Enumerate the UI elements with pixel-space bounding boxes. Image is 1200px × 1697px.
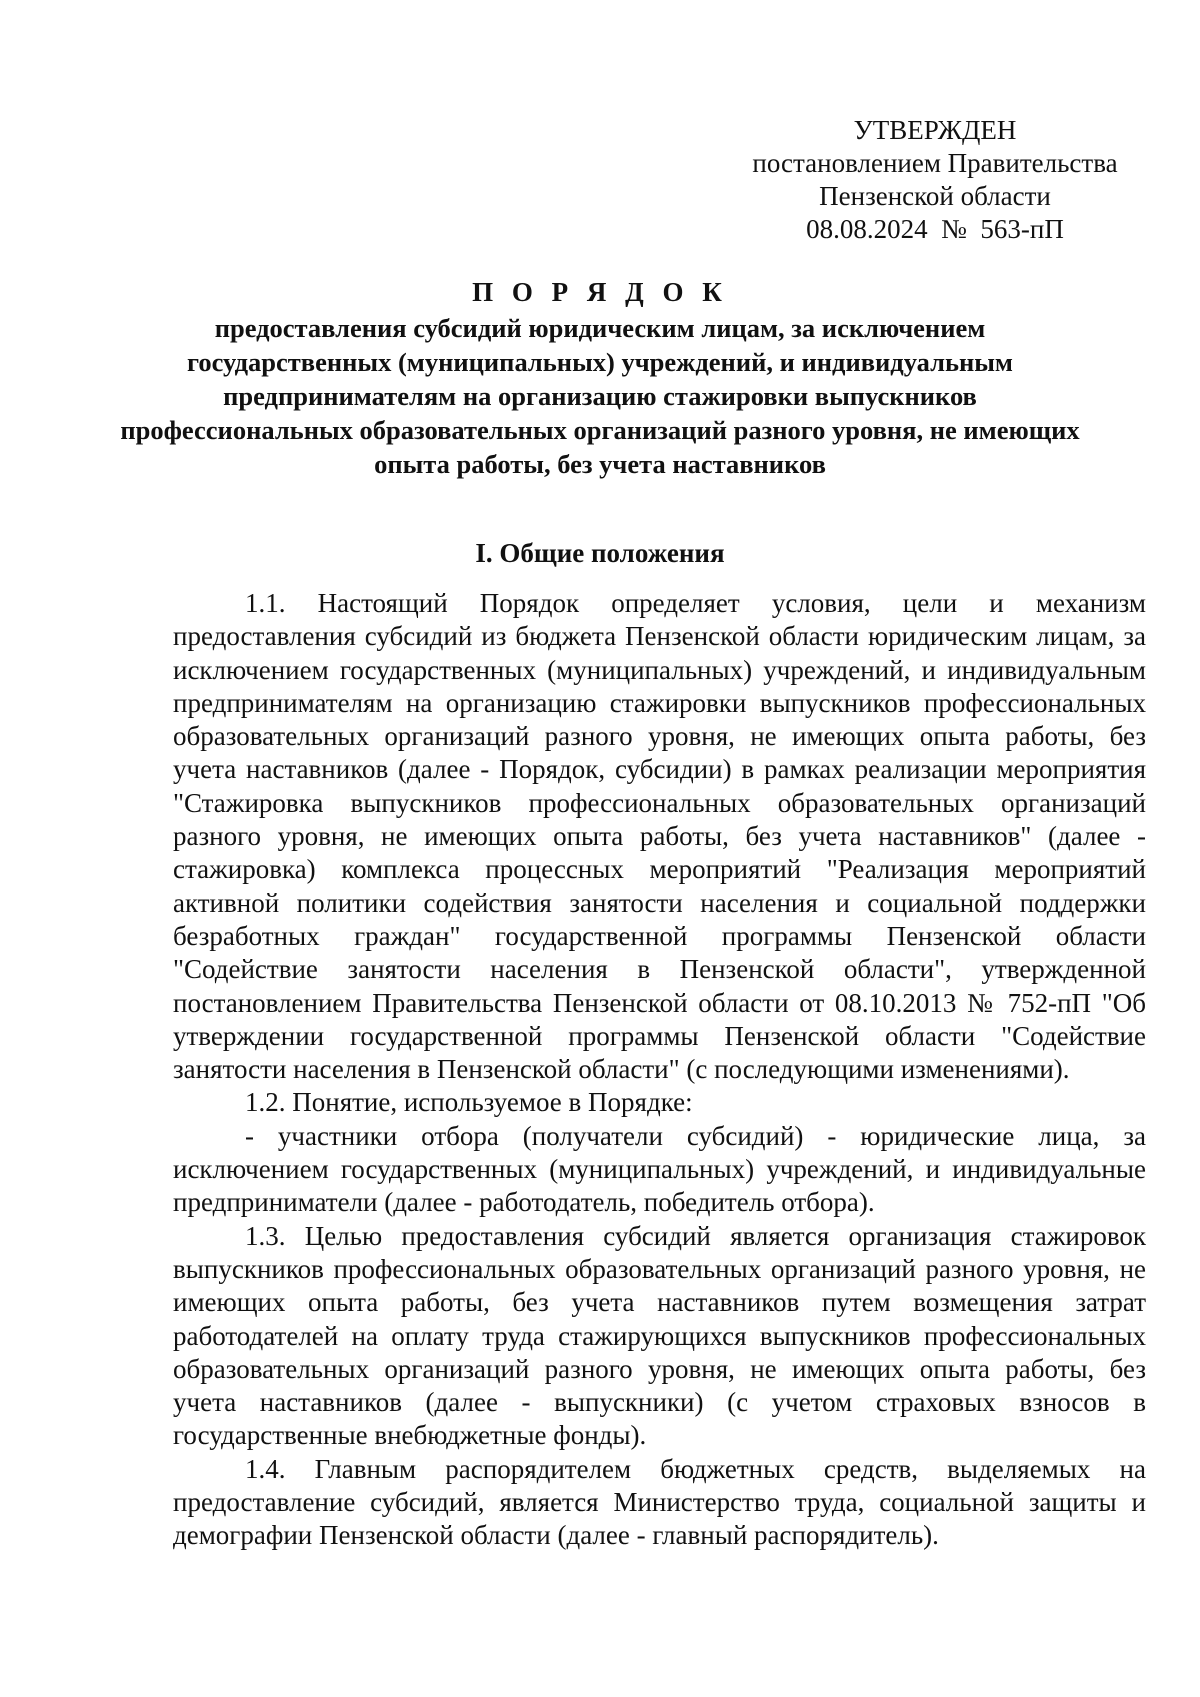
approval-region: Пензенской области [819,181,1051,211]
approval-date-number: 08.08.2024 № 563-пП [806,214,1064,244]
section-title: I. Общие положения [475,538,725,568]
paragraph-definition: - участники отбора (получатели субсидий) - юридические лица, за исключением государственных (муниципальных) учреждений, и индивидуальные предприниматели (далее - работодатель, победитель отбора). [173,1120,1146,1218]
approval-title: УТВЕРЖДЕН [853,115,1017,145]
paragraph-1-2: 1.2. Понятие, используемое в Порядке: [245,1087,693,1118]
approval-stamp [720,114,1150,246]
document-body [173,587,1146,1553]
paragraph-1-3: 1.3. Целью предоставления субсидий является организация стажировок выпускников профессиональных образовательных организаций разного уровня, не имеющих опыта работы, без учета наставников путем возмещения затрат работодателей на оплату труда стажирующихся выпускников профессиональных образовательных организаций разного уровня, не имеющих опыта работы, без учета наставников (далее - выпускники) (с учетом страховых взносов в государственные внебюджетные фонды). [173,1220,1146,1451]
paragraph-1-1: 1.1. Настоящий Порядок определяет условия, цели и механизм предоставления субсидий из бюджета Пензенской области юридическим лицам, за исключением государственных (муниципальных) учреждений, и индивидуальным предпринимателям на организацию стажировки выпускников профессиональных образовательных организаций разного уровня, не имеющих опыта работы, без учета наставников (далее - Порядок, субсидии) в рамках реализации мероприятия "Стажировка выпускников профессиональных образовательных организаций разного уровня, не имеющих опыта работы, без учета наставников" (далее - стажировка) комплекса процессных мероприятий "Реализация мероприятий активной политики содействия занятости населения и социальной поддержки безработных граждан" государственной программы Пензенской области "Содействие занятости населения в Пензенской области", утвержденной постановлением Правительства Пензенской области от 08.10.2013 № 752-пП "Об утверждении государственной программы Пензенской области "Содействие занятости населения в Пензенской области" (с последующими изменениями). [173,588,1146,1085]
approval-authority: постановлением Правительства [752,148,1118,178]
document-title [120,276,1080,481]
paragraph-1-4: 1.4. Главным распорядителем бюджетных средств, выделяемых на предоставление субсидий, является Министерство труда, социальной защиты и демографии Пензенской области (далее - главный распорядитель). [173,1453,1146,1551]
document-subject: предоставления субсидий юридическим лицам, за исключением государственных (муниципальных) учреждений, и индивидуальным предпринимателям на организацию стажировки выпускников профессиональных образовательных организаций разного уровня, не имеющих опыта работы, без учета наставников [120,313,1080,479]
document-heading: П О Р Я Д О К [472,277,728,307]
